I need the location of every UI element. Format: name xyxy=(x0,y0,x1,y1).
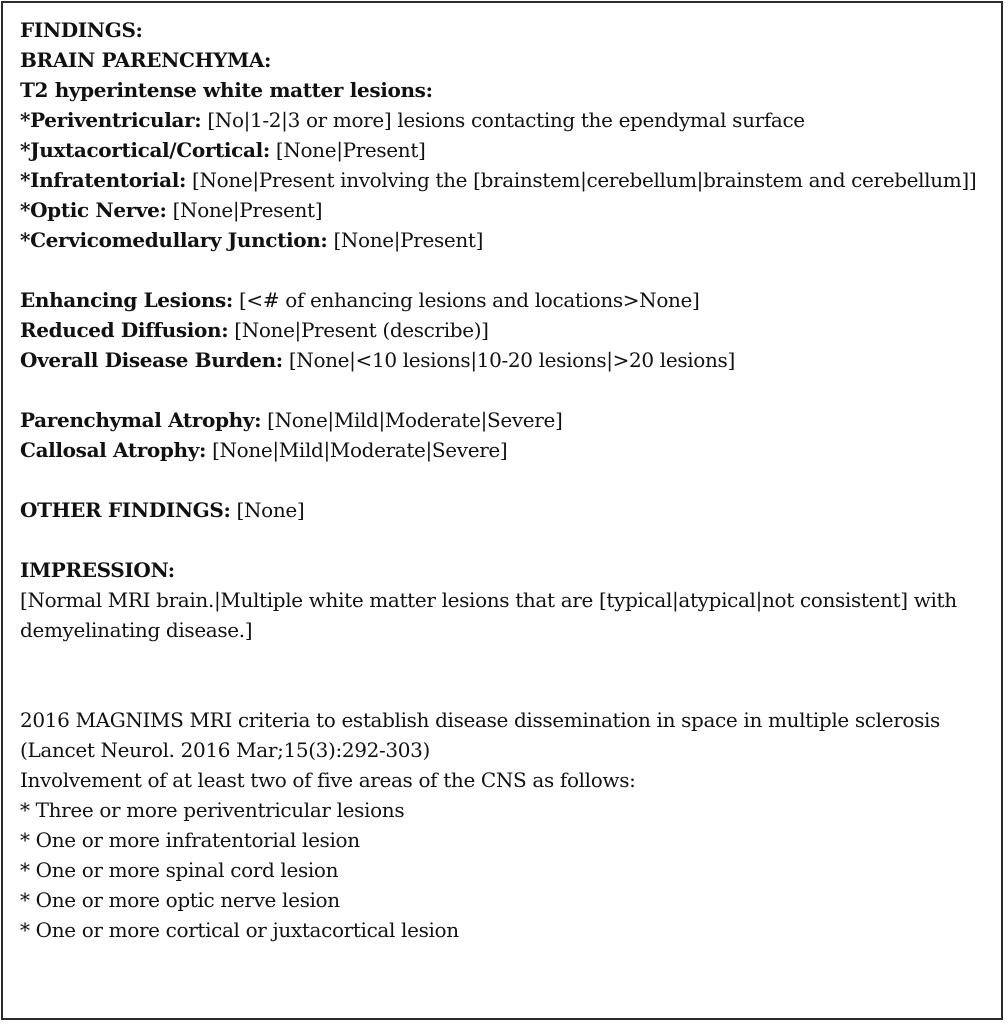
other-findings-label: OTHER FINDINGS: xyxy=(20,498,231,522)
reduced-diffusion-label: Reduced Diffusion: xyxy=(20,318,229,342)
impression-text: [Normal MRI brain.|Multiple white matter lesions that are [typical|atypical|not consistent] with demyelinating disease.] xyxy=(20,588,957,642)
disease-burden-label: Overall Disease Burden: xyxy=(20,348,283,372)
infratentorial-row xyxy=(20,165,991,195)
spacer xyxy=(20,645,991,705)
spacer xyxy=(20,375,991,405)
callosal-atrophy-row xyxy=(20,435,991,465)
criteria-item: * One or more infratentorial lesion xyxy=(20,828,360,852)
optic-nerve-row xyxy=(20,195,991,225)
infratentorial-label: *Infratentorial: xyxy=(20,168,187,192)
disease-burden-value: [None|<10 lesions|10-20 lesions|>20 lesions] xyxy=(282,348,735,372)
cervicomedullary-row xyxy=(20,225,991,255)
other-findings-row xyxy=(20,495,991,525)
juxtacortical-label: *Juxtacortical/Cortical: xyxy=(20,138,270,162)
periventricular-label: *Periventricular: xyxy=(20,108,202,132)
spacer xyxy=(20,525,991,555)
criteria-item: * Three or more periventricular lesions xyxy=(20,798,405,822)
criteria-item: * One or more spinal cord lesion xyxy=(20,858,339,882)
cervicomedullary-label: *Cervicomedullary Junction: xyxy=(20,228,328,252)
callosal-atrophy-label: Callosal Atrophy: xyxy=(20,438,207,462)
cervicomedullary-value: [None|Present] xyxy=(327,228,484,252)
parenchymal-atrophy-label: Parenchymal Atrophy: xyxy=(20,408,262,432)
criteria-item: * One or more cortical or juxtacortical lesion xyxy=(20,918,459,942)
callosal-atrophy-value: [None|Mild|Moderate|Severe] xyxy=(206,438,508,462)
parenchymal-atrophy-row xyxy=(20,405,991,435)
disease-burden-row xyxy=(20,345,991,375)
brain-parenchyma-heading: BRAIN PARENCHYMA: xyxy=(20,48,272,72)
infratentorial-value: [None|Present involving the [brainstem|cerebellum|brainstem and cerebellum]] xyxy=(186,168,977,192)
criteria-title: 2016 MAGNIMS MRI criteria to establish disease dissemination in space in multiple sclerosis (Lancet Neurol. 2016 Mar;15(3):292-303) xyxy=(20,708,940,762)
impression-heading: IMPRESSION: xyxy=(20,558,175,582)
enhancing-row xyxy=(20,285,991,315)
enhancing-value: [<# of enhancing lesions and locations>None] xyxy=(232,288,700,312)
optic-nerve-label: *Optic Nerve: xyxy=(20,198,167,222)
spacer xyxy=(20,255,991,285)
reduced-diffusion-row xyxy=(20,315,991,345)
reduced-diffusion-value: [None|Present (describe)] xyxy=(228,318,489,342)
spacer xyxy=(20,465,991,495)
periventricular-value: [No|1-2|3 or more] lesions contacting the ependymal surface xyxy=(201,108,805,132)
parenchymal-atrophy-value: [None|Mild|Moderate|Severe] xyxy=(261,408,563,432)
periventricular-row xyxy=(20,105,991,135)
report-template-frame xyxy=(1,1,1003,1020)
enhancing-label: Enhancing Lesions: xyxy=(20,288,233,312)
findings-heading: FINDINGS: xyxy=(20,18,143,42)
juxtacortical-row xyxy=(20,135,991,165)
criteria-intro: Involvement of at least two of five areas of the CNS as follows: xyxy=(20,768,636,792)
optic-nerve-value: [None|Present] xyxy=(166,198,323,222)
other-findings-value: [None] xyxy=(230,498,305,522)
t2-lesions-heading: T2 hyperintense white matter lesions: xyxy=(20,78,433,102)
report-content xyxy=(20,15,991,945)
juxtacortical-value: [None|Present] xyxy=(269,138,426,162)
criteria-item: * One or more optic nerve lesion xyxy=(20,888,340,912)
